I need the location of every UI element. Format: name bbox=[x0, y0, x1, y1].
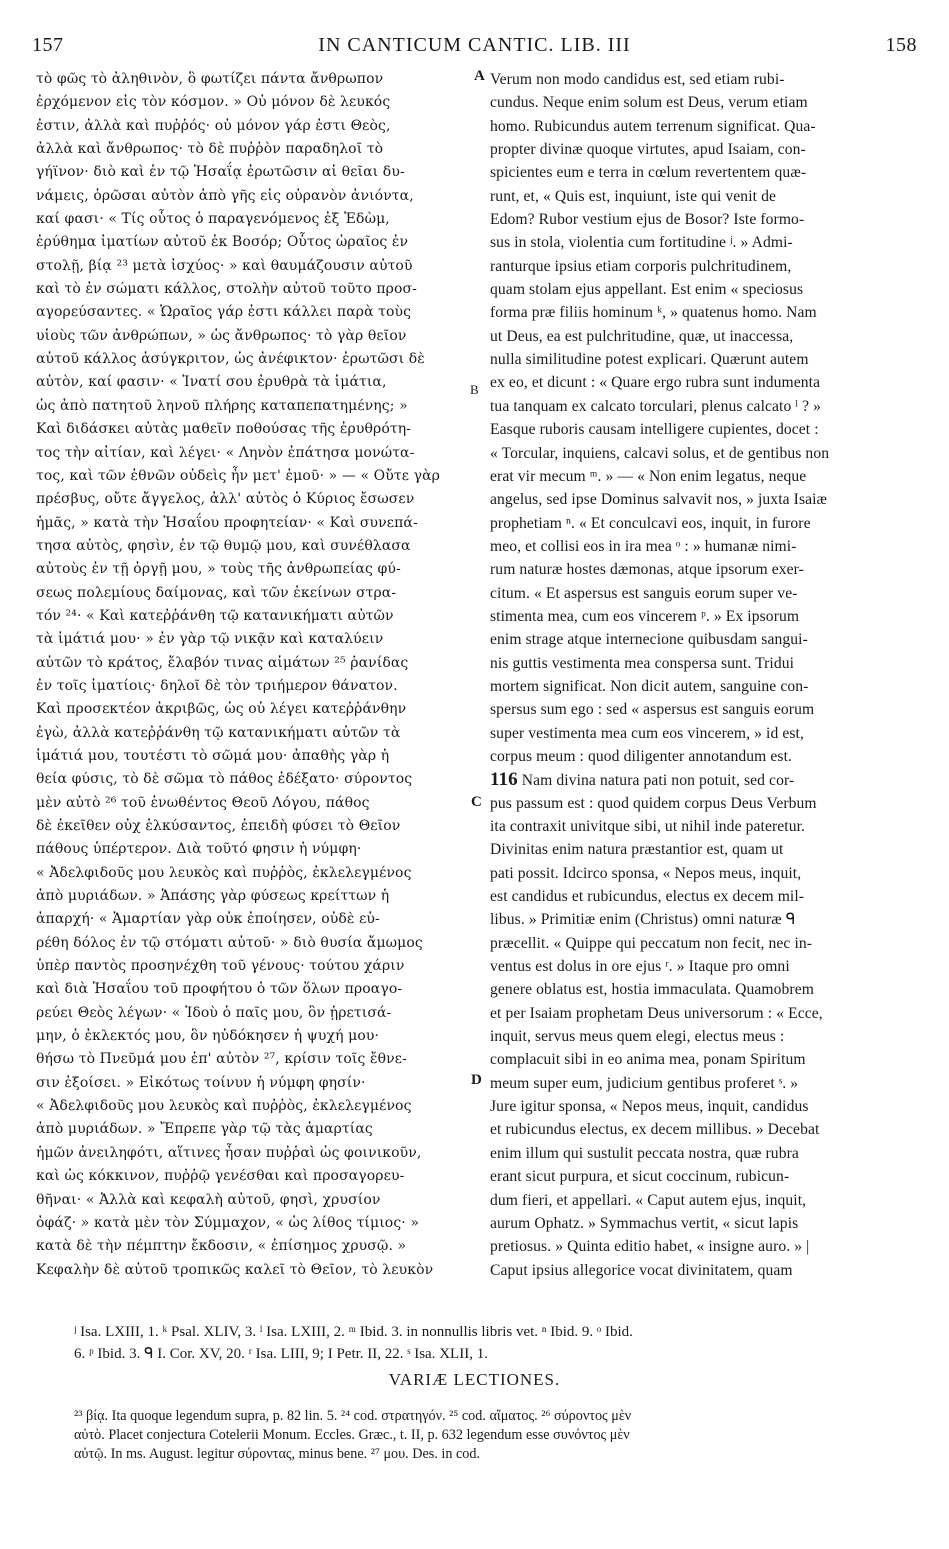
latin-text-line: Easque ruboris causam intelligere cupientes, docet : bbox=[490, 421, 819, 439]
greek-text-line: ὡς ἀπὸ πατητοῦ ληνοῦ πλήρης καταπεπατημένης; » bbox=[36, 397, 408, 414]
greek-text-line: ὑπὲρ παντὸς προσηνέχθη τοῦ γένους· τούτου χάριν bbox=[36, 958, 405, 975]
section-marker-c: C bbox=[471, 794, 482, 810]
greek-text-line: αὐτὸν, καί φασιν· « Ἱνατί σου ἐρυθρὰ τὰ ἱμάτια, bbox=[36, 374, 387, 391]
greek-text-line: τος τὴν αἰτίαν, καὶ λέγει· « Ληνὸν ἐπάτησα μονώτα- bbox=[36, 444, 415, 461]
latin-text-line: meo, et collisi eos in ira mea ᵒ : » humanæ nimi- bbox=[490, 537, 797, 555]
greek-text-line: τος, καὶ τῶν ἐθνῶν οὐδεὶς ἦν μετ' ἐμοῦ· » — « Οὔτε γὰρ bbox=[36, 467, 440, 484]
greek-text-line: καί φασι· « Τίς οὗτος ὁ παραγενόμενος ἐξ Ἐδὼμ, bbox=[36, 211, 390, 228]
greek-text-line: αὐτοῦ κάλλος ἀσύγκριτον, ὡς ἀνέφικτον· ἐρωτῶσι δὲ bbox=[36, 351, 425, 368]
latin-text-line: runt, et, « Quis est, inquiunt, iste qui venit de bbox=[490, 187, 776, 205]
latin-text-line: forma præ filiis hominum ᵏ, » quatenus homo. Nam bbox=[490, 304, 817, 322]
variae-lectiones-notes bbox=[74, 1407, 914, 1464]
greek-text-line: Κεφαλὴν δὲ αὐτοῦ τροπικῶς καλεῖ τὸ Θεῖον, τὸ λευκὸν bbox=[36, 1261, 434, 1278]
greek-text-line: αὐτῶν τὸ κράτος, ἔλαβόν τινας αἱμάτων ²⁵ ῥανίδας bbox=[36, 654, 409, 671]
reference-line: 6. ᵖ Ibid. 3. ᑫ I. Cor. XV, 20. ʳ Isa. LIII, 9; I Petr. II, 22. ˢ Isa. XLII, 1. bbox=[74, 1346, 488, 1362]
greek-text-line: τὸ φῶς τὸ ἀληθινὸν, ὃ φωτίζει πάντα ἄνθρωπον bbox=[36, 71, 384, 87]
latin-text-line: mortem significat. Non dicit autem, sanguine con- bbox=[490, 677, 809, 695]
greek-text-line: ἀπὸ μυριάδων. » Ἁπάσης γὰρ φύσεως κρείττων ἡ bbox=[36, 888, 390, 905]
section-marker-a: A bbox=[474, 68, 485, 84]
greek-text-line: ἐρχόμενον εἰς τὸν κόσμον. » Οὐ μόνον δὲ λευκός bbox=[36, 94, 391, 111]
latin-text-line: « Torcular, inquiens, calcavi solus, et de gentibus non bbox=[490, 444, 830, 462]
latin-text-line: Edom? Rubor vestium ejus de Bosor? Iste formo- bbox=[490, 211, 805, 229]
greek-text-line: υἱοὺς τῶν ἀνθρώπων, » ὡς ἄνθρωπος· τὸ γὰρ θεῖον bbox=[36, 327, 407, 344]
greek-text-line: ἐν τοῖς ἱματίοις· δηλοῖ δὲ τὸν τριήμερον θάνατον. bbox=[36, 677, 398, 694]
latin-text-line: est candidus et rubicundus, electus ex decem mil- bbox=[490, 888, 805, 906]
greek-text-line: στολῇ, βίᾳ ²³ μετὰ ἰσχύος· » καὶ θαυμάζουσιν αὐτοῦ bbox=[36, 257, 413, 274]
variant-reading-line: ²³ βίᾳ. Ita quoque legendum supra, p. 82 lin. 5. ²⁴ cod. στρατηγόν. ²⁵ cod. αἴματος. ²⁶ σύροντος μὲν bbox=[74, 1408, 632, 1424]
latin-text-line: angelus, sed ipse Dominus salvavit nos, » juxta Isaiæ bbox=[490, 491, 828, 509]
greek-text-line: ρεύει Θεὸς λέγων· « Ἰδοὺ ὁ παῖς μου, ὃν ᾑρετισά- bbox=[36, 1004, 392, 1021]
latin-text-line: quam stolam ejus appellant. Est enim « speciosus bbox=[490, 281, 804, 299]
latin-text-line: propter divinæ quoque virtutes, apud Isaiam, con- bbox=[490, 141, 806, 159]
latin-text-line: complacuit sibi in eo anima mea, ponam Spiritum bbox=[490, 1051, 806, 1069]
greek-text-line: θῆναι· « Ἀλλὰ καὶ κεφαλὴ αὐτοῦ, φησὶ, χρυσίον bbox=[36, 1191, 381, 1208]
greek-text-line: ρέθη δόλος ἐν τῷ στόματι αὐτοῦ· » διὸ θυσία ἄμωμος bbox=[36, 934, 423, 951]
greek-text-line: ἐγὼ, ἀλλὰ κατεῤῥάνθη τῷ κατανικήματι αὐτῶν τὰ bbox=[36, 724, 401, 741]
greek-text-line: καὶ διὰ Ἡσαΐου τοῦ προφήτου ὁ τῶν ὅλων προαγο- bbox=[36, 981, 403, 998]
latin-text-line: et per Isaiam prophetam Deus universorum : « Ecce, bbox=[490, 1004, 823, 1022]
greek-text-line: νάμεις, ὁρῶσαι αὐτὸν ἀπὸ γῆς εἰς οὐρανὸν ἀνιόντα, bbox=[36, 187, 414, 204]
greek-text-line: « Ἀδελφιδοῦς μου λευκὸς καὶ πυῤῥὸς, ἐκλελεγμένος bbox=[36, 864, 412, 881]
latin-text-line-text: Nam divina natura pati non potuit, sed cor- bbox=[521, 772, 795, 790]
latin-text-line: Caput ipsius allegorice vocat divinitatem, quam bbox=[490, 1261, 793, 1279]
greek-text-line: ἀλλὰ καὶ ἄνθρωπος· τὸ δὲ πυῤῥὸν παραδηλοῖ τὸ bbox=[36, 141, 384, 158]
greek-text-line: αὐτοὺς ἐν τῇ ὀργῇ μου, » τοὺς τῆς ἀνθρωπείας φύ- bbox=[36, 561, 401, 578]
latin-text-line: pus passum est : quod quidem corpus Deus Verbum bbox=[490, 794, 817, 812]
greek-text-line: κατὰ δὲ τὴν πέμπτην ἔκδοσιν, « ἐπίσημος χρυσῷ. » bbox=[36, 1238, 407, 1255]
variant-reading-line: αὐτῷ. In ms. August. legitur σύροντας, minus bene. ²⁷ μου. Des. in cod. bbox=[74, 1446, 481, 1462]
greek-text-line: « Ἀδελφιδοῦς μου λευκὸς καὶ πυῤῥὸς, ἐκλελεγμένος bbox=[36, 1098, 412, 1115]
latin-text-line: spersus sum ego : sed « aspersus est sanguis eorum bbox=[490, 701, 815, 719]
latin-text-line: prophetiam ⁿ. « Et conculcavi eos, inquit, in furore bbox=[490, 514, 811, 532]
latin-text-line: libus. » Primitiæ enim (Christus) omni naturæ ᑫ bbox=[490, 911, 796, 929]
greek-text-line: ἀπαρχή· « Ἁμαρτίαν γὰρ οὐκ ἐποίησεν, οὐδὲ εὑ- bbox=[36, 911, 380, 928]
greek-text-line: γήϊνον· διὸ καὶ ἐν τῷ Ἡσαΐᾳ ἐρωτῶσιν αἱ θεῖαι δυ- bbox=[36, 164, 405, 181]
greek-text-line: ἱμάτιά μου, τουτέστι τὸ σῶμά μου· ἀπαθὴς γὰρ ἡ bbox=[36, 747, 390, 764]
latin-text-line: nulla similitudine potest explicari. Quærunt autem bbox=[490, 351, 809, 369]
greek-text-line: ὀφάζ· » κατὰ μὲν τὸν Σύμμαχον, « ὡς λίθος τίμιος· » bbox=[36, 1214, 420, 1231]
latin-text-line: rum naturæ hostes dæmonas, atque ipsorum exer- bbox=[490, 561, 804, 579]
greek-text-line: καὶ τὸ ἐν σώματι κάλλος, στολὴν αὐτοῦ τοῦτο προσ- bbox=[36, 281, 417, 298]
greek-text-column bbox=[36, 68, 480, 1282]
greek-text-line: τόν ²⁴· « Καὶ κατεῤῥάνθη τῷ κατανικήματι αὐτῶν bbox=[36, 607, 394, 624]
variant-reading-line: αὐτὸ. Placet conjectura Cotelerii Monum. Eccles. Græc., t. II, p. 632 legendum esse συνόντος μὲν bbox=[74, 1427, 630, 1443]
latin-text-line: super vestimenta mea cum eos vincerem, » id est, bbox=[490, 724, 804, 742]
latin-text-line: homo. Rubicundus autem terrenum significat. Qua- bbox=[490, 117, 816, 135]
latin-text-line: ita contraxit univitque sibi, ut nihil inde pateretur. bbox=[490, 818, 806, 835]
page-number-left: 157 bbox=[32, 34, 64, 56]
greek-text-line: πάθους ὑπέρτερον. Διὰ τοῦτό φησιν ἡ νύμφη· bbox=[36, 841, 362, 858]
latin-text-line: meum super eum, judicium gentibus proferet ˢ. » bbox=[490, 1074, 799, 1092]
latin-text-line: et rubicundus electus, ex decem millibus. » Decebat bbox=[490, 1121, 820, 1139]
latin-text-line: inquit, servus meus quem elegi, electus meus : bbox=[490, 1028, 785, 1046]
greek-text-line: ἡμῶν ἀνειληφότι, αἵτινες ἦσαν πυῤῥαὶ ὡς φοινικοῦν, bbox=[36, 1144, 422, 1161]
greek-text-line: τὰ ἱμάτιά μου· » ἐν γὰρ τῷ νικᾷν καὶ καταλύειν bbox=[36, 631, 384, 648]
greek-text-line: θεία φύσις, τὸ δὲ σῶμα τὸ πάθος ἐδέξατο· σύροντος bbox=[36, 771, 413, 788]
latin-text-line: spicientes eum e terra in cœlum revertentem quæ- bbox=[490, 164, 807, 182]
section-marker-d: D bbox=[471, 1072, 482, 1088]
latin-text-line: citum. « Et aspersus est sanguis eorum super ve- bbox=[490, 584, 798, 602]
latin-text-line: erant sicut purpura, et sicut coccinum, rubicun- bbox=[490, 1168, 790, 1186]
latin-text-line: cundus. Neque enim solum est Deus, verum etiam bbox=[490, 94, 808, 112]
latin-text-line: pretiosus. » Quinta editio habet, « insigne auro. » | bbox=[490, 1238, 810, 1256]
greek-text-line: ἐρύθημα ἱματίων αὐτοῦ ἐκ Βοσόρ; Οὗτος ὡραῖος ἐν bbox=[36, 234, 409, 251]
greek-text-line: θήσω τὸ Πνεῦμά μου ἐπ' αὐτὸν ²⁷, κρίσιν τοῖς ἔθνε- bbox=[36, 1051, 407, 1068]
latin-text-line: genere oblatus est, hostia immaculata. Quamobrem bbox=[490, 981, 814, 999]
latin-text-line bbox=[490, 768, 920, 791]
greek-text-line: ἀπὸ μυριάδων. » Ἔπρεπε γὰρ τῷ τὰς ἁμαρτίας bbox=[36, 1121, 373, 1138]
latin-text-column bbox=[490, 68, 920, 1282]
section-marker-b: B bbox=[470, 382, 479, 397]
latin-text-line: Verum non modo candidus est, sed etiam rubi- bbox=[490, 71, 785, 88]
greek-text-line: Καὶ διδάσκει αὐτὰς μαθεῖν ποθούσας τῆς ἐρυθρότη- bbox=[36, 421, 412, 438]
greek-text-line: καὶ ὡς κόκκινον, πυῤῥῷ γενέσθαι καὶ προσαγορευ- bbox=[36, 1168, 405, 1185]
greek-text-line: Καὶ προσεκτέον ἀκριβῶς, ὡς οὐ λέγει κατεῤῥάνθην bbox=[36, 701, 407, 718]
greek-text-line: σιν ἐξοίσει. » Εἰκότως τοίνυν ἡ νύμφη φησίν· bbox=[36, 1074, 366, 1091]
greek-text-line: μην, ὁ ἐκλεκτός μου, ὃν ηὐδόκησεν ἡ ψυχή μου· bbox=[36, 1028, 380, 1045]
latin-text-line: Jure igitur sponsa, « Nepos meus, inquit, candidus bbox=[490, 1098, 809, 1116]
latin-text-line: præcellit. « Quippe qui peccatum non fecit, nec in- bbox=[490, 934, 813, 952]
column-number-116: 116 bbox=[490, 769, 518, 791]
running-header bbox=[32, 34, 917, 64]
reference-line: ʲ Isa. LXIII, 1. ᵏ Psal. XLIV, 3. ˡ Isa. LXIII, 2. ᵐ Ibid. 3. in nonnullis libris vet. ⁿ Ibid. 9. ᵒ Ibid. bbox=[74, 1324, 633, 1340]
greek-text-line: τησα αὐτὸς, φησὶν, ἐν τῷ θυμῷ μου, καὶ συνέθλασα bbox=[36, 537, 411, 554]
greek-text-line: σεως πολεμίους δαίμονας, καὶ τῶν ἐκείνων στρα- bbox=[36, 584, 397, 601]
greek-text-line: μὲν αὐτὸ ²⁶ τοῦ ἑνωθέντος Θεοῦ Λόγου, πάθος bbox=[36, 794, 370, 811]
latin-text-line: corpus meum : quod diligenter annotandum est. bbox=[490, 747, 793, 765]
latin-text-line: pati possit. Idcirco sponsa, « Nepos meus, inquit, bbox=[490, 864, 802, 882]
latin-text-line: stimenta mea, cum eos vincerem ᵖ. » Ex ipsorum bbox=[490, 607, 800, 625]
greek-text-line: αγορεύσαντες. « Ὡραῖος γάρ ἐστι κάλλει παρὰ τοὺς bbox=[36, 304, 412, 321]
page-number-right: 158 bbox=[885, 34, 917, 56]
latin-text-line: enim strage atque internecione quibusdam sangui- bbox=[490, 631, 808, 649]
latin-text-line: erat vir mecum ᵐ. » — « Non enim legatus, neque bbox=[490, 467, 807, 485]
latin-text-line: nis guttis vestimenta mea conspersa sunt. Tridui bbox=[490, 654, 795, 672]
latin-text-line: ranturque ipsius etiam corporis pulchritudinem, bbox=[490, 257, 792, 275]
scripture-references bbox=[74, 1321, 914, 1365]
greek-text-line: δὲ ἐκεῖθεν οὐχ ἑλκύσαντος, ἐπειδὴ φύσει τὸ Θεῖον bbox=[36, 818, 401, 834]
latin-text-line: tua tanquam ex calcato torculari, plenus calcato ˡ ? » bbox=[490, 397, 821, 415]
greek-text-line: πρέσβυς, οὔτε ἄγγελος, ἀλλ' αὐτὸς ὁ Κύριος ἔσωσεν bbox=[36, 491, 415, 508]
latin-text-line: ventus est dolus in ore ejus ʳ. » Itaque pro omni bbox=[490, 958, 790, 976]
greek-text-line: ἡμᾶς, » κατὰ τὴν Ἡσαΐου προφητείαν· « Καὶ συνεπά- bbox=[36, 514, 418, 531]
latin-text-line: dum fieri, et appellari. « Caput autem ejus, inquit, bbox=[490, 1191, 807, 1209]
greek-text-line: ἐστιν, ἀλλὰ καὶ πυῤῥός· οὐ μόνον γάρ ἐστι Θεὸς, bbox=[36, 117, 391, 134]
latin-text-line: enim illum qui sustulit peccata nostra, quæ rubra bbox=[490, 1144, 799, 1162]
running-title: IN CANTICUM CANTIC. LIB. III bbox=[318, 34, 631, 56]
latin-text-line: sus in stola, violentia cum fortitudine ʲ. » Admi- bbox=[490, 234, 793, 252]
variae-lectiones-heading: VARIÆ LECTIONES. bbox=[388, 1370, 561, 1389]
latin-text-line: ut Deus, ea est pulchritudine, quæ, ut inaccessa, bbox=[490, 327, 794, 345]
latin-text-line: Divinitas enim natura præstantior est, quam ut bbox=[490, 841, 784, 859]
latin-text-line: aurum Ophatz. » Symmachus vertit, « sicut lapis bbox=[490, 1214, 799, 1232]
latin-text-line: ex eo, et dicunt : « Quare ergo rubra sunt indumenta bbox=[490, 374, 821, 392]
